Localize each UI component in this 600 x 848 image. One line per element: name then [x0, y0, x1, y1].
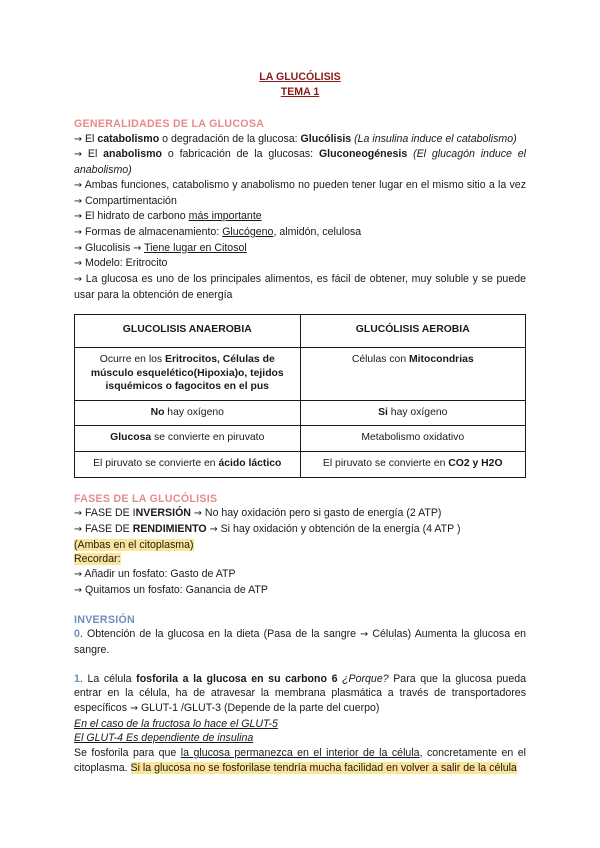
line-glucolisis-citosol: [74, 241, 526, 257]
page-title: LA GLUCÓLISIS: [259, 71, 341, 83]
text: Glucolisis: [82, 241, 134, 254]
text-bold: CO2 y H2O: [448, 458, 503, 469]
page-content: [74, 70, 526, 776]
text: Añadir un fosfato: Gasto de ATP: [82, 568, 236, 581]
arrow-icon: →: [74, 524, 83, 535]
text: El piruvato se convierte en: [322, 458, 449, 469]
table-header-row: [75, 315, 526, 348]
text-highlighted: Recordar:: [74, 553, 121, 566]
paragraph-step-1: [74, 672, 526, 717]
paragraph-fosforila: [74, 746, 526, 775]
cell-aerobia-metabolismo: Metabolismo oxidativo: [300, 426, 526, 452]
text-bold: No: [150, 406, 165, 418]
text: Si hay oxidación y obtención de la energía (4 ATP ): [217, 523, 461, 535]
text-bold: Si: [378, 406, 388, 418]
text: Se fosforila para que: [74, 747, 181, 760]
line-recordar: [74, 552, 526, 567]
text: o degradación de la glucosa:: [159, 132, 301, 145]
line-quitar-fosfato: [74, 583, 526, 599]
text-bold: Mitocondrias: [409, 354, 474, 366]
text: La glucosa es uno de los principales alimentos, es fácil de obtener, muy soluble y se puede usar para la obtención de energía: [74, 273, 526, 301]
text-bold: Glucólisis: [300, 132, 352, 145]
text-bold: fosforila a la glucosa en su carbono 6: [136, 672, 338, 685]
text: Para que la glucosa pueda entrar en la célula, ha de atravesar la membrana plasmática a través de transportadores específicos: [74, 672, 526, 715]
text: GLUT-1 /GLUT-3 (Depende de la parte del cuerpo): [138, 702, 380, 715]
text: hay oxígeno: [164, 406, 224, 418]
line-catabolismo: [74, 132, 526, 148]
arrow-icon: →: [74, 584, 83, 596]
arrow-icon: →: [74, 211, 83, 223]
text: Ocurre en los: [99, 354, 166, 366]
text-bold: Glucosa: [110, 432, 152, 444]
cell-aerobia-piruvato: [300, 452, 526, 478]
cell-anaerobia-glucosa: [75, 426, 301, 452]
cell-anaerobia-piruvato: [75, 452, 301, 478]
heading-fases: FASES DE LA GLUCÓLISIS: [74, 492, 218, 505]
cell-anaerobia-lugar: [75, 348, 301, 401]
arrow-icon: →: [74, 508, 83, 520]
line-modelo: [74, 256, 526, 272]
text: Compartimentación: [82, 194, 177, 207]
table-row: [75, 426, 526, 452]
arrow-icon: →: [133, 242, 142, 254]
text-italic-underlined: En el caso de la fructosa lo hace el GLUT-5: [74, 717, 278, 730]
text-bold: Eritrocitos, Células de músculo esquelético(Hipoxia)o, tejidos isquémicos o fagocitos en el pus: [90, 354, 284, 393]
table-row: [75, 452, 526, 478]
text: El: [82, 148, 104, 161]
arrow-icon: →: [209, 524, 218, 535]
text-bold: anabolismo: [103, 148, 163, 161]
text: , concretamente en el citoplasma: [74, 747, 526, 774]
header-aerobia: GLUCÓLISIS AEROBIA: [300, 315, 526, 348]
text: hay oxígeno: [387, 406, 448, 418]
header-anaerobia: GLUCOLISIS ANAEROBIA: [75, 315, 301, 348]
comparison-table: [74, 314, 526, 477]
text-highlighted: Si la glucosa no se fosforilase tendría mucha facilidad en volver a salir de la célula: [130, 761, 517, 774]
paragraph-step-0: [74, 627, 526, 657]
text: . La célula: [79, 672, 137, 685]
line-fase-inversion: [74, 506, 526, 522]
table-row: [75, 400, 526, 426]
text-bold: RENDIMIENTO: [132, 523, 207, 535]
note-glut5: [74, 717, 526, 732]
line-fase-rendimiento: [74, 522, 526, 538]
arrow-icon: →: [74, 179, 83, 191]
page-subtitle: TEMA 1: [280, 86, 320, 98]
text: El piruvato se convierte en: [93, 458, 219, 469]
arrow-icon: →: [74, 149, 83, 161]
text: Células) Aumenta la glucosa en sangre.: [74, 628, 526, 656]
text: Modelo: Eritrocito: [82, 257, 168, 270]
line-citoplasma: [74, 538, 526, 553]
table-row: [75, 348, 526, 401]
line-hidrato: [74, 209, 526, 225]
line-almacenamiento: [74, 225, 526, 241]
arrow-icon: →: [74, 258, 83, 270]
step-number: 1: [74, 672, 80, 685]
text: No hay oxidación pero si gasto de energía (2 ATP): [201, 507, 442, 520]
text: Quitamos un fosfato: Ganancia de ATP: [82, 583, 268, 596]
title-block: [74, 70, 526, 100]
text: Ambas funciones, catabolismo y anabolismo no pueden tener lugar en el mismo sitio a la vez: [82, 178, 526, 191]
text: se convierte en piruvato: [151, 432, 265, 444]
text-underlined: Glucógeno: [222, 225, 274, 238]
arrow-icon: →: [74, 133, 83, 145]
arrow-icon: →: [74, 274, 83, 286]
text: FASE DE: [82, 523, 133, 535]
text: Formas de almacenamiento:: [82, 225, 223, 238]
line-anadir-fosfato: [74, 567, 526, 583]
text: . Obtención de la glucosa en la dieta (Pasa de la sangre: [79, 628, 361, 641]
cell-anaerobia-oxigeno: [75, 400, 301, 426]
spacer: [74, 658, 526, 672]
text: FASE DE I: [82, 507, 136, 520]
arrow-icon: →: [74, 226, 83, 238]
text-italic: (El glucagón induce el anabolismo): [74, 148, 526, 177]
text: El hidrato de carbono: [82, 210, 189, 223]
line-alimentos: [74, 272, 526, 302]
heading-generalidades: GENERALIDADES DE LA GLUCOSA: [74, 118, 265, 130]
text-bold: catabolismo: [97, 132, 160, 145]
text: o fabricación de la glucosas:: [162, 148, 319, 161]
line-ambas-funciones: [74, 178, 526, 209]
arrow-icon: →: [74, 195, 83, 207]
cell-aerobia-lugar: [300, 348, 526, 401]
text-underlined: la glucosa permanezca en el interior de la célula: [180, 747, 420, 760]
text: El: [82, 132, 98, 145]
arrow-icon: →: [74, 569, 83, 581]
text-italic-underlined: El GLUT-4 Es dependiente de insulina: [74, 732, 254, 745]
arrow-icon: →: [74, 242, 83, 254]
text-bold: NVERSIÓN: [135, 507, 191, 520]
text: Células con: [351, 354, 409, 366]
text: .: [124, 761, 131, 774]
text-underlined: más importante: [188, 210, 262, 223]
arrow-icon: →: [360, 629, 369, 641]
text-highlighted: (Ambas en el citoplasma): [74, 538, 194, 551]
text-underlined: Tiene lugar en Citosol: [144, 241, 247, 254]
text-bold: Gluconeogénesis: [318, 148, 408, 161]
text-italic: ¿Porque?: [337, 672, 389, 685]
cell-aerobia-oxigeno: [300, 400, 526, 426]
arrow-icon: →: [129, 703, 138, 715]
text-italic: (La insulina induce el catabolismo): [351, 132, 517, 145]
line-anabolismo: [74, 147, 526, 177]
step-number: 0: [74, 628, 80, 641]
arrow-icon: →: [193, 508, 202, 520]
heading-inversion: INVERSIÓN: [74, 613, 135, 626]
text-bold: ácido láctico: [218, 458, 282, 469]
note-glut4: [74, 731, 526, 746]
text: , almidón, celulosa: [273, 225, 362, 238]
